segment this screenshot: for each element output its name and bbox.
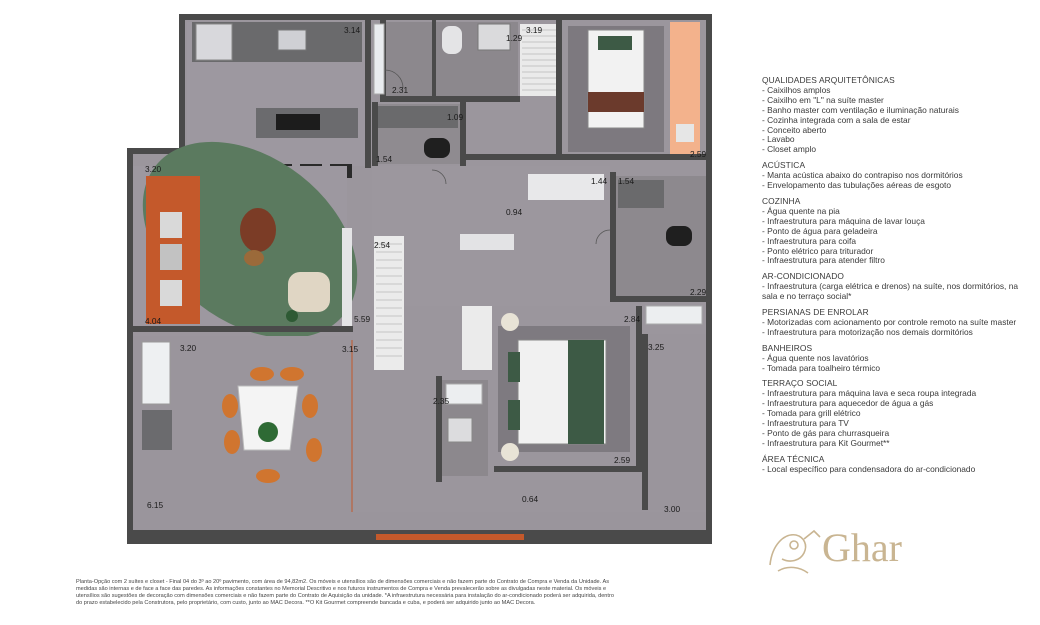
spec-section [762, 455, 1032, 475]
dining-glass [142, 342, 170, 404]
wall-wc-mid [432, 20, 436, 96]
spec-item: - Água quente na pia [762, 205, 840, 216]
spec-item: - Manta acústica abaixo do contrapiso nos dormitórios [762, 170, 963, 181]
spec-item: - Caixilhos amplos [762, 84, 831, 95]
spec-item: - Ponto de gás para churrasqueira [762, 428, 890, 438]
fridge [196, 24, 232, 60]
spec-item: - Banho master com ventilação e iluminação naturais [762, 104, 959, 115]
toilet-3 [666, 226, 692, 246]
cooktop [276, 114, 320, 130]
wall-living-bottom [133, 326, 353, 332]
dim-3-20-a: 3.20 [145, 164, 162, 174]
shower-glass-1 [374, 24, 384, 94]
spec-item: - Ponto de água para geladeira [762, 225, 878, 236]
dim-3-15: 3.15 [342, 344, 359, 354]
dim-1-29: 1.29 [506, 33, 523, 43]
dim-5-59: 5.59 [354, 314, 371, 324]
spec-item: - Infraestrutura para atender filtro [762, 255, 885, 266]
dim-1-54-a: 1.54 [376, 154, 393, 164]
dim-2-59-a: 2.59 [690, 149, 707, 159]
spec-section [762, 344, 1032, 374]
lavabo-counter [378, 106, 458, 128]
wall-bath-right-v [610, 172, 616, 302]
dim-0-64: 0.64 [522, 494, 539, 504]
toilet-2 [424, 138, 450, 158]
dining-cabinet [142, 410, 172, 450]
closet-vertical [374, 236, 404, 370]
closet-h2 [460, 234, 514, 250]
spec-section [762, 379, 1032, 448]
wall-b2-bottom [460, 154, 706, 160]
dim-3-00: 3.00 [664, 504, 681, 514]
toilet-1 [442, 26, 462, 54]
master-bath-sink [448, 418, 472, 442]
master-throw [568, 340, 604, 444]
bed2-throw [588, 92, 644, 112]
plant-living [286, 310, 298, 322]
spec-item: - Água quente nos lavatórios [762, 352, 869, 363]
spec-section-title: QUALIDADES ARQUITETÔNICAS [762, 75, 895, 85]
dim-2-31: 2.31 [392, 85, 409, 95]
wall-master-right [636, 306, 642, 472]
nightstand-2 [501, 443, 519, 461]
wall-b2-bottom2 [556, 110, 562, 154]
wall-b2-left [556, 20, 562, 116]
wall-master-bottom [494, 466, 640, 472]
dining-plant [258, 422, 278, 442]
spec-item: - Infraestrutura para TV [762, 418, 849, 429]
spec-section-title: TERRAÇO SOCIAL [762, 378, 838, 389]
drain [376, 534, 524, 540]
wall-area-tec [642, 334, 648, 510]
nightstand-1 [501, 313, 519, 331]
spec-item: - Conceito aberto [762, 124, 827, 135]
spec-item: - Tomada para grill elétrico [762, 408, 861, 419]
spec-item: - Infraestrutura para motorização nos demais dormitórios [762, 326, 973, 337]
dim-2-35: 2.35 [433, 396, 450, 406]
specs-list [762, 76, 1032, 481]
footnote: Planta-Opção com 2 suítes e closet - Final 04 do 3º ao 20º pavimento, com área de 94,82m2. Os móveis e utensílios são de dimensões comerciais e não fazem parte do Contrato de Compra e Venda da Unidade. As medidas são internas e de face a face das paredes. As informações constantes no Memorial Descritivo e nos futuros instrumentos de Compra e Venda prevalecerão sobre as divulgadas neste material. Os móveis e utensílios são sugestões de decoração com dimensões comerciais e não fazem parte do Contrato de Aquisição da unidade. *A infraestrutura necessária para instalação do ar-condicionado poderá ser adquirida, dentro do prazo estabelecido pela Construtora, pelo proprietário, com custo, junto ao MAC Decora. **O Kit Gourmet compreende bancada e cuba, e poderá ser adquirido junto ao MAC Decora. [76, 579, 614, 607]
spec-item: - Infraestrutura para máquina lava e seca roupa integrada [762, 388, 977, 399]
wall-master-bath [436, 376, 442, 482]
spec-section-title: COZINHA [762, 195, 801, 206]
notch-wall-v [179, 14, 185, 154]
spec-item: - Caixilho em "L" na suíte master [762, 94, 884, 105]
dim-3-20-b: 3.20 [180, 343, 197, 353]
spec-section-title: AR-CONDICIONADO [762, 271, 844, 282]
spec-section-title: ÁREA TÉCNICA [762, 453, 825, 464]
closet-h [462, 306, 492, 370]
dim-2-29: 2.29 [690, 287, 707, 297]
wall-wc-h [380, 96, 520, 102]
dim-3-19: 3.19 [526, 25, 543, 35]
master-pillow-1 [508, 352, 520, 382]
dim-1-09: 1.09 [447, 112, 464, 122]
coffee-table [240, 208, 276, 252]
spec-item: - Infraestrutura (carga elétrica e drenos) na suíte, nos dormitórios, na sala e no terraço social* [762, 281, 1019, 302]
spec-section-title: ACÚSTICA [762, 160, 806, 171]
spec-section-title: BANHEIROS [762, 342, 813, 353]
spec-section [762, 272, 1032, 302]
area-tecnica [648, 334, 706, 510]
spec-item: - Local específico para condensadora do ar-condicionado [762, 463, 976, 474]
tv-panel [342, 228, 352, 328]
notch-top-left [127, 14, 179, 154]
sofa-cushion-2 [160, 244, 182, 270]
shower-right [646, 306, 702, 324]
spec-item: - Envelopamento das tubulações aéreas de esgoto [762, 180, 952, 191]
spec-item: - Infraestrutura para Kit Gourmet** [762, 437, 890, 448]
ghar-logo [764, 515, 964, 580]
dim-1-44: 1.44 [591, 176, 608, 186]
logo-text: Ghar [822, 525, 902, 570]
spec-section [762, 197, 1032, 266]
spec-section [762, 76, 1032, 155]
spec-item: - Motorizadas com acionamento por controle remoto na suíte master [762, 316, 1017, 327]
dim-2-59-b: 2.59 [614, 455, 631, 465]
dim-0-94: 0.94 [506, 207, 523, 217]
dim-3-14: 3.14 [344, 25, 361, 35]
spec-item: - Lavabo [762, 134, 795, 145]
master-bath-glass [446, 384, 482, 404]
master-pillow-2 [508, 400, 520, 430]
armchair [288, 272, 330, 312]
spec-section-title: PERSIANAS DE ENROLAR [762, 307, 869, 318]
spec-item: - Infraestrutura para máquina de lavar louça [762, 215, 925, 226]
spec-item: - Ponto elétrico para triturador [762, 245, 874, 256]
dim-6-15: 6.15 [147, 500, 164, 510]
sofa-cushion-3 [160, 280, 182, 306]
dim-2-54: 2.54 [374, 240, 391, 250]
spec-section [762, 308, 1032, 338]
spec-item: - Infraestrutura para coifa [762, 235, 857, 246]
dim-3-25: 3.25 [648, 342, 665, 352]
lion-emblem-icon [770, 531, 820, 573]
spec-section [762, 161, 1032, 191]
kitchen-sink [278, 30, 306, 50]
wall-kitchen-right [365, 20, 371, 168]
dim-1-54-b: 1.54 [618, 176, 635, 186]
spec-item: - Infraestrutura para aquecedor de água a gás [762, 398, 934, 409]
spec-item: - Cozinha integrada com a sala de estar [762, 114, 911, 125]
desk [676, 124, 694, 142]
dim-4-04: 4.04 [145, 316, 162, 326]
spec-item: - Tomada para toalheiro térmico [762, 362, 881, 373]
bed2-pillow [598, 36, 632, 50]
dim-2-84: 2.84 [624, 314, 641, 324]
sofa-cushion-1 [160, 212, 182, 238]
side-table [244, 250, 264, 266]
spec-item: - Closet amplo [762, 144, 816, 155]
